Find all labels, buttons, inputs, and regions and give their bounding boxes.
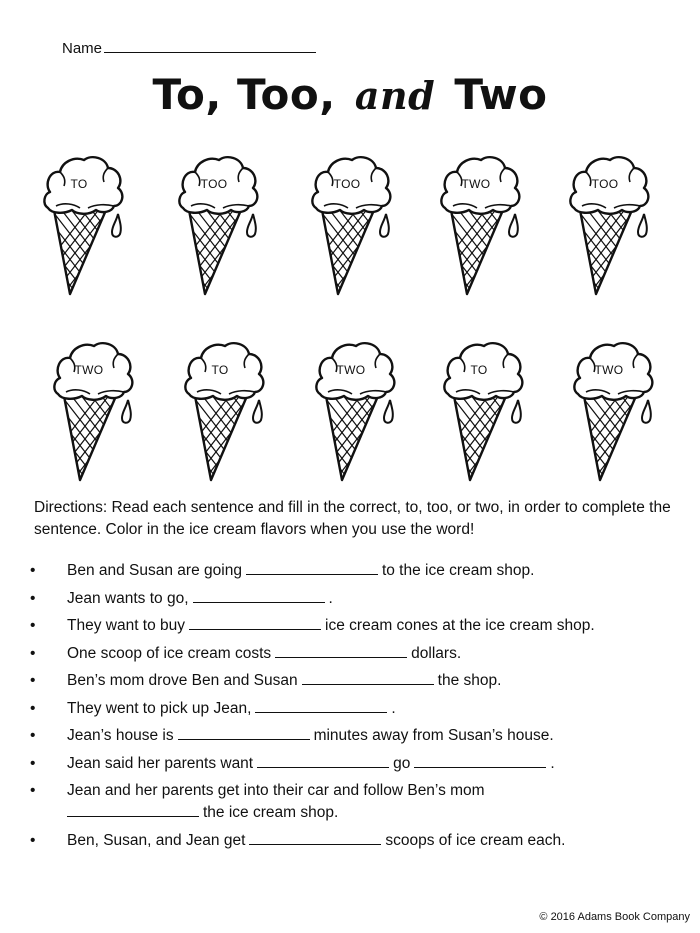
sentence-text: Ben and Susan are going — [67, 562, 242, 579]
sentence-text: Jean said her parents want — [67, 754, 254, 772]
answer-blank[interactable] — [302, 671, 434, 685]
ice-cream-cone[interactable] — [308, 148, 398, 298]
ice-cream-cone[interactable] — [312, 334, 402, 484]
sentence-text: Ben, Susan, and Jean get — [67, 831, 246, 849]
bullet: • — [30, 562, 36, 579]
sentence-text: minutes away from Susan’s house. — [313, 727, 554, 744]
bullet: • — [30, 644, 36, 662]
copyright-footer: © 2016 Adams Book Company — [539, 911, 690, 923]
ice-cream-icon — [312, 334, 402, 484]
bullet: • — [30, 699, 36, 717]
ice-cream-cone[interactable] — [175, 148, 265, 298]
ice-cream-icon — [570, 334, 660, 484]
cone-label: TOO — [333, 177, 361, 191]
list-item — [30, 588, 680, 610]
sentence-text: the ice cream shop. — [203, 804, 339, 821]
cone-label: TWO — [336, 363, 366, 377]
ice-cream-cone[interactable] — [566, 148, 656, 298]
answer-blank[interactable] — [255, 699, 387, 713]
sentence-text: Jean’s house is — [67, 727, 174, 744]
answer-blank[interactable] — [414, 754, 546, 768]
list-item — [30, 698, 680, 720]
bullet: • — [30, 617, 36, 634]
directions-text: Directions: Read each sentence and fill in the correct, to, too, or two, in order to complete the sentence. Color in the ice cream flavors when you use the word! — [34, 499, 671, 538]
ice-cream-cone[interactable] — [440, 334, 530, 484]
sentence-text: Jean and her parents get into their car and follow Ben’s mom — [67, 782, 485, 799]
name-blank[interactable] — [104, 38, 316, 53]
cone-label: TWO — [594, 363, 624, 377]
sentence-text: the shop. — [437, 672, 502, 689]
sentence-text: go — [393, 754, 411, 772]
cone-label: TO — [211, 363, 229, 377]
ice-cream-icon — [40, 148, 130, 298]
answer-blank[interactable] — [178, 726, 310, 740]
bullet: • — [30, 782, 36, 799]
cone-label: TO — [70, 177, 88, 191]
ice-cream-icon — [50, 334, 140, 484]
title-part1: To, Too, — [152, 70, 336, 119]
list-item — [30, 830, 680, 852]
bullet: • — [30, 831, 36, 849]
answer-blank[interactable] — [257, 754, 389, 768]
sentence-text: ice cream cones at the ice cream shop. — [325, 617, 595, 634]
sentence-text: . — [550, 754, 555, 772]
bullet: • — [30, 727, 36, 744]
ice-cream-icon — [175, 148, 265, 298]
answer-blank[interactable] — [249, 831, 381, 845]
bullet: • — [30, 754, 36, 772]
name-field — [62, 38, 316, 57]
ice-cream-icon — [437, 148, 527, 298]
sentence-text: . — [391, 699, 396, 717]
sentence-list — [30, 560, 680, 857]
list-item — [30, 615, 680, 637]
ice-cream-cone[interactable] — [570, 334, 660, 484]
answer-blank[interactable] — [193, 589, 325, 603]
cone-label: TWO — [74, 363, 104, 377]
list-item — [30, 725, 680, 747]
cone-label: TO — [470, 363, 488, 377]
ice-cream-icon — [181, 334, 271, 484]
title-script: and — [354, 73, 436, 118]
sentence-text: scoops of ice cream each. — [385, 831, 566, 849]
ice-cream-cone[interactable] — [40, 148, 130, 298]
ice-cream-icon — [440, 334, 530, 484]
ice-cream-icon — [308, 148, 398, 298]
bullet: • — [30, 589, 36, 607]
answer-blank[interactable] — [246, 561, 378, 575]
answer-blank[interactable] — [67, 803, 199, 817]
sentence-text: . — [328, 589, 333, 607]
sentence-text: They went to pick up Jean, — [67, 699, 252, 717]
sentence-text: to the ice cream shop. — [381, 562, 535, 579]
title-part2: Two — [454, 70, 548, 119]
bullet: • — [30, 672, 36, 689]
page-title — [0, 70, 700, 119]
ice-cream-icon — [566, 148, 656, 298]
cone-label: TOO — [200, 177, 228, 191]
name-label: Name — [62, 40, 103, 57]
ice-cream-cone[interactable] — [437, 148, 527, 298]
answer-blank[interactable] — [275, 644, 407, 658]
ice-cream-cone[interactable] — [181, 334, 271, 484]
sentence-text: Ben’s mom drove Ben and Susan — [67, 672, 298, 689]
list-item — [30, 560, 680, 582]
sentence-text: dollars. — [411, 644, 462, 662]
ice-cream-cone[interactable] — [50, 334, 140, 484]
list-item — [30, 643, 680, 665]
ice-cream-cones — [40, 148, 660, 478]
answer-blank[interactable] — [189, 616, 321, 630]
cone-label: TWO — [461, 177, 491, 191]
list-item — [30, 670, 680, 692]
sentence-text: They want to buy — [67, 617, 186, 634]
cone-label: TOO — [591, 177, 619, 191]
sentence-text: Jean wants to go, — [67, 589, 189, 607]
sentence-text: One scoop of ice cream costs — [67, 644, 272, 662]
list-item — [30, 753, 680, 775]
list-item — [30, 780, 680, 824]
